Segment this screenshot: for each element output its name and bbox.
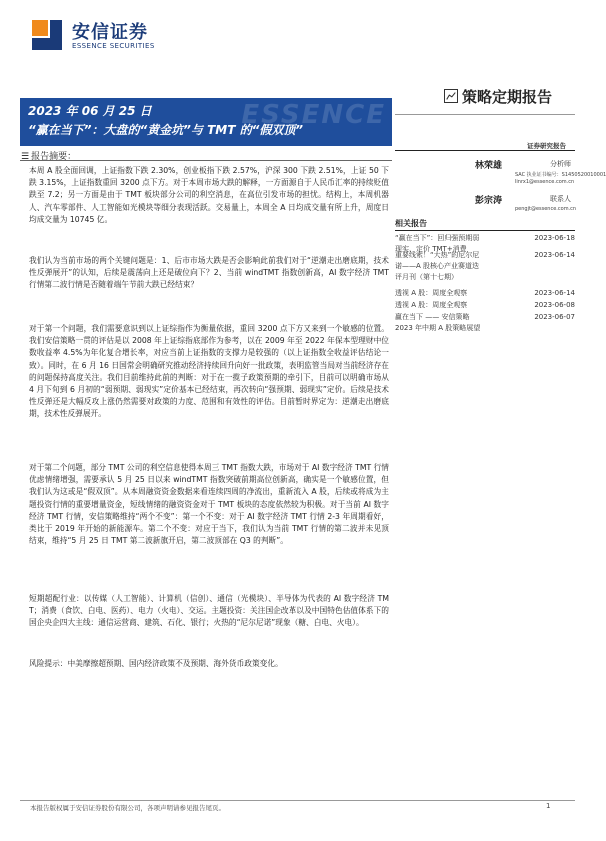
analyst-cert: SAC 执业证书编号：S1450520010001 xyxy=(515,172,606,178)
related-report-title: 重要线索！“大热”的尼尔尼 诺——A 股核心产业赛道迭 评月刊（第十七期） xyxy=(395,251,480,281)
related-report-date: 2023-06-14 xyxy=(534,251,575,259)
risk-paragraph: 风险提示：中美摩擦超预期、国内经济政策不及预期、海外货币政策变化。 xyxy=(29,659,283,668)
related-reports-heading: 相关报告 xyxy=(395,219,427,228)
key-questions-paragraph: 我们认为当前市场的两个关键问题是：1、后市市场大跌是否会影响此前我们对于“逆潮走出磨底期，技术性反弹展开”的认知，后续是震荡向上还是破位向下？2、当前 windTMT 指数创新高，AI 数字经济 TMT 行情第二波行情是否随着端午节前大跌已经结束？ xyxy=(29,256,389,290)
related-report-date: 2023-06-07 xyxy=(534,313,575,321)
analyst-email[interactable]: linrx1@essence.com.cn xyxy=(515,179,575,185)
company-logo xyxy=(30,14,230,60)
related-report-date: 2023-06-18 xyxy=(534,234,575,242)
title-banner xyxy=(20,98,392,146)
logo-name-cn: 安信证券 xyxy=(72,22,148,43)
report-category: 证券研究报告 xyxy=(527,142,566,150)
banner-watermark: ESSENCE xyxy=(241,100,386,130)
chart-icon xyxy=(444,89,458,103)
analyst-name: 彭宗涛 xyxy=(475,196,503,206)
summary-paragraph: 本周 A 股全面回调，上证指数下跌 2.30%，创业板指下跌 2.57%，沪深 300 下跌 2.51%，上证 50 下跌 3.15%，上证指数重回 3200 点下方。对于本周市场大跌的解释，一方面源自于人民币汇率的持续贬值跌至 7.2；另一方面是由于 TMT 板块部分公司的利空消息，在高位引发市场的担忧。结构上，本周机器人、汽车零部件、人工智能如光模块等细分表现活跃。交易量上，本周全 A 日均成交量有所上升，周度日均成交量为 10745 亿。 xyxy=(29,166,389,224)
logo-name-en: ESSENCE SECURITIES xyxy=(72,42,155,50)
report-type xyxy=(444,86,572,108)
footer-divider xyxy=(20,800,575,801)
logo-mark-icon xyxy=(30,18,64,52)
report-date: 2023 年 06 月 25 日 xyxy=(28,104,152,118)
related-report-title: “赢在当下”：回归强预期弱 现实，定价 TMT+消费 xyxy=(395,234,480,253)
page-number: 1 xyxy=(546,802,551,810)
related-report-date: 2023-06-14 xyxy=(534,289,575,297)
summary-heading-label: 报告摘要： xyxy=(31,152,77,162)
divider xyxy=(395,230,575,231)
first-question-paragraph: 对于第一个问题，我们需要意识到以上证综指作为衡量依据，重回 3200 点下方又来到一个敏感的位置。我们安信策略一贯的评估是以 2008 年上证综指底部作为参考，以在 2009 年至 2022 年保本型理财中位数收益率 4.5%为年化复合增长率，对应当前上证指数的支撑力是较强的（以上证指数全收益评估结论一致）。同时，在 6 月 16 日国常会明确研究推动经济持续回升向好一批政策，表明监管当局对当前经济存在的问题保持高度关注。我们目前维持此前的判断：对于在一揽子政策预期的牵引下，目前可以明确市场从 4 月下旬到 6 月初的“弱预期、弱现实”定价基本已经结束，再次转向“强预期、弱现实”定价。后续是技术性反弹还是大幅反攻上涨仍然需要对政策的力度、范围和有效性的评估。目前暂时界定为：逆潮走出磨底期，技术性反弹展开。 xyxy=(29,324,389,419)
analyst-role: 联系人 xyxy=(550,195,571,203)
list-icon: ☰ xyxy=(21,152,30,162)
divider xyxy=(395,150,575,151)
analyst-role: 分析师 xyxy=(550,160,571,168)
analyst-card xyxy=(395,158,606,198)
second-question-paragraph: 对于第二个问题，部分 TMT 公司的利空信息使得本周三 TMT 指数大跌，市场对于 AI 数字经济 TMT 行情优虑情绪增强，需要承认 5 月 25 日以来 windTMT 指数突破前期高位创新高，确实是一个敏感位置，但我们认为这或是“假双顶”。从本周融资资金数据来看连续四周的净流出，重新流入 A 股，后续或将成为主题投资行情的重要增量资金，短线情绪的融资资金对于 TMT 板块的态度依然较为积极。对于当前 AI 数字经济 TMT 行情，安信策略维持“两个不变”：第一个不变：对于 AI 数字经济 TMT 行情 2-3 年周期看好，类比于 2019 年开始的新能源车。第二个不变：对应于当下，我们认为当前 TMT 行情的第二波并未见顶结束，维持“5 月 25 日 TMT 第二波新旗开启，第二波顶部在 Q3 的判断”。 xyxy=(29,463,389,546)
report-title: “赢在当下”：大盘的“黄金坑”与 TMT 的“假双顶” xyxy=(28,123,304,137)
analyst-email[interactable]: pengjt@essence.com.cn xyxy=(515,206,577,212)
allocation-paragraph: 短期超配行业：以传媒（人工智能）、计算机（信创）、通信（光模块）、半导体为代表的 AI 数字经济 TMT；消费（食饮、白电、医药）、电力（火电）、交运。主题投资：关注国企改革以及中国特色估值体系下的国企央企四大主线：通信运营商、建筑、石化、银行；火热的“尼尔尼诺”现象（糖、白电、火电）。 xyxy=(29,594,389,628)
related-report-title: 赢在当下 —— 安信策略 2023 年中期 A 股策略展望 xyxy=(395,313,481,332)
report-type-label: 策略定期报告 xyxy=(462,88,553,106)
related-report-title: 透视 A 股：周度全观察 xyxy=(395,301,468,309)
related-report-title: 透视 A 股：周度全观察 xyxy=(395,289,468,297)
divider xyxy=(20,160,392,161)
footer-disclaimer: 本报告版权属于安信证券股份有限公司，各项声明请参见报告尾页。 xyxy=(30,804,225,812)
divider xyxy=(395,114,575,115)
analyst-name: 林荣雄 xyxy=(475,161,503,171)
related-report-date: 2023-06-08 xyxy=(534,301,575,309)
